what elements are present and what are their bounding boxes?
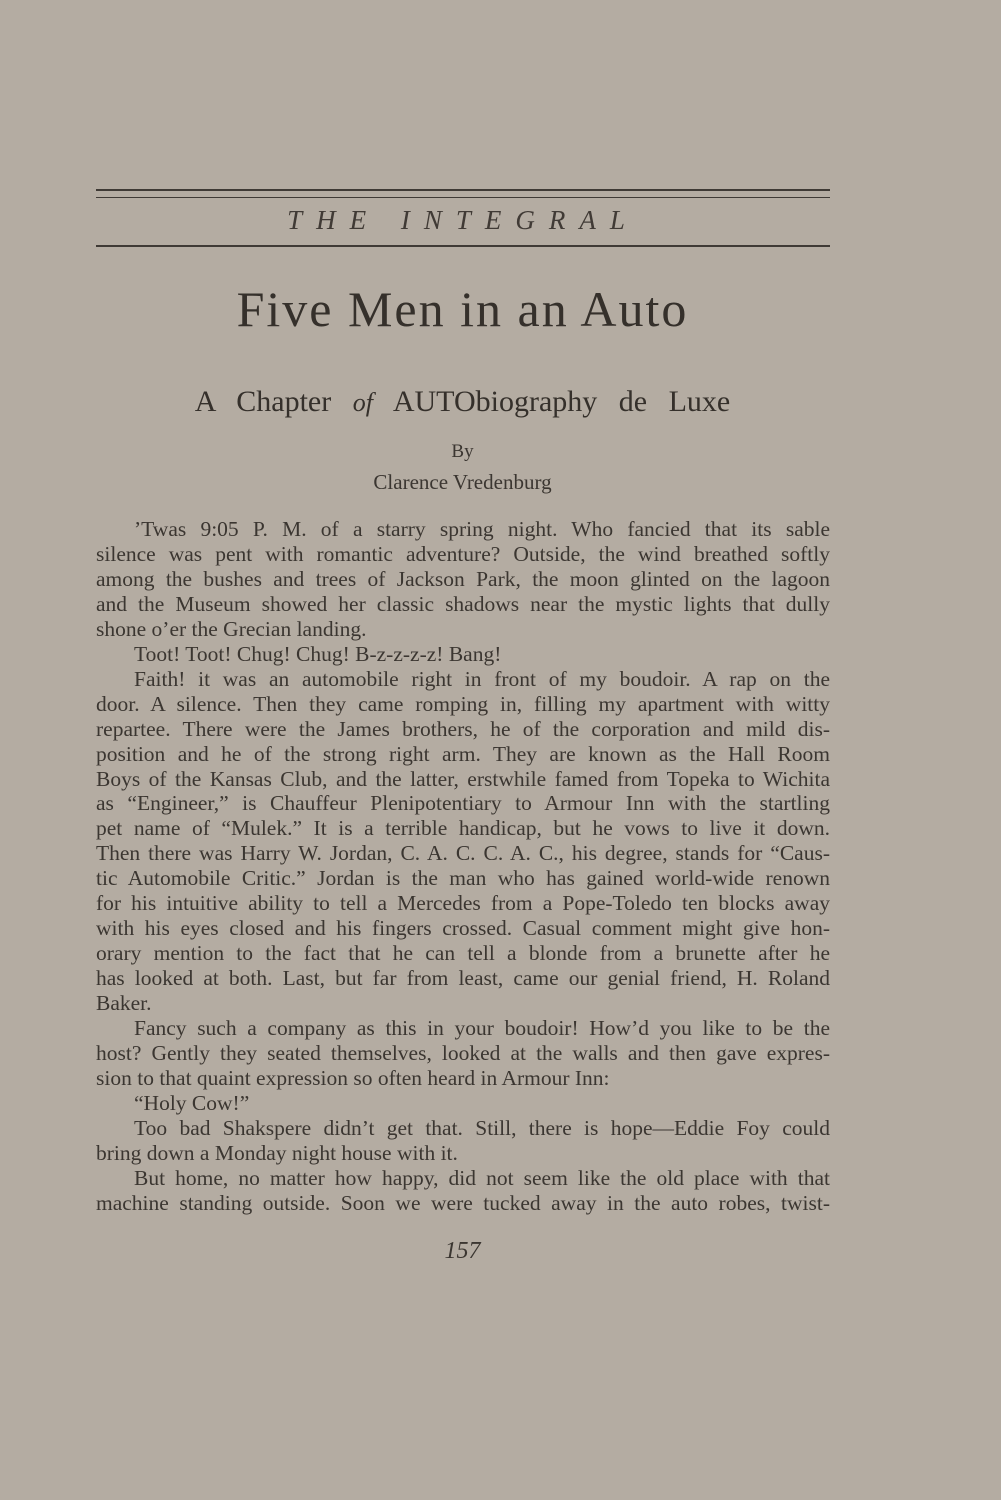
subtitle-of: of [352, 388, 373, 417]
header-rule-bottom [96, 245, 830, 247]
article-subtitle [0, 385, 925, 419]
text-line: ’Twas 9:05 P. M. of a starry spring night. Who fancied that its sable [134, 517, 830, 541]
text-line: silence was pent with romantic adventure? Outside, the wind breathed softly [96, 541, 830, 566]
article-title: Five Men in an Auto [236, 281, 689, 337]
text-line: host? Gently they seated themselves, looked at the walls and then gave expres- [96, 1041, 830, 1066]
header-rule-second [96, 197, 830, 198]
text-line: Baker. [96, 991, 152, 1016]
subtitle-part-a: A Chapter [194, 385, 332, 418]
text-line: for his intuitive ability to tell a Mercedes from a Pope-Toledo ten blocks away [96, 891, 830, 916]
text-line: and the Museum showed her classic shadows near the mystic lights that dully [96, 591, 830, 616]
text-line: among the bushes and trees of Jackson Park, the moon glinted on the lagoon [96, 566, 830, 591]
text-line: Fancy such a company as this in your boudoir! How’d you like to be the [134, 1016, 830, 1041]
text-line: pet name of “Mulek.” It is a terrible handicap, but he vows to live it down. [96, 816, 830, 841]
author-name: Clarence Vredenburg [373, 470, 552, 494]
text-line: door. A silence. Then they came romping in, filling my apartment with witty [96, 691, 830, 716]
text-line: shone o’er the Grecian landing. [96, 616, 367, 641]
text-line: Boys of the Kansas Club, and the latter, erstwhile famed from Topeka to Wichita [96, 766, 830, 791]
text-line: with his eyes closed and his fingers crossed. Casual comment might give hon- [96, 916, 830, 941]
text-line: repartee. There were the James brothers, he of the corporation and mild dis- [96, 716, 830, 741]
text-line: Then there was Harry W. Jordan, C. A. C. C. A. C., his degree, stands for “Caus- [96, 841, 830, 866]
text-line: Too bad Shakspere didn’t get that. Still, there is hope—Eddie Foy could [134, 1115, 830, 1140]
text-line: bring down a Monday night house with it. [96, 1140, 458, 1165]
text-line: But home, no matter how happy, did not seem like the old place with that [134, 1165, 830, 1190]
text-line: orary mention to the fact that he can tell a blonde from a brunette after he [96, 941, 830, 966]
text-line: position and he of the strong right arm. They are known as the Hall Room [96, 741, 830, 766]
page-number: 157 [444, 1238, 481, 1264]
subtitle-part-b: AUTObiography de Luxe [392, 385, 731, 418]
text-line: tic Automobile Critic.” Jordan is the man who has gained world-wide renown [96, 866, 830, 891]
text-line: Faith! it was an automobile right in front of my boudoir. A rap on the [134, 666, 830, 691]
text-line: machine standing outside. Soon we were tucked away in the auto robes, twist- [96, 1190, 830, 1215]
text-line: Toot! Toot! Chug! Chug! B-z-z-z-z! Bang! [134, 641, 502, 666]
text-line: as “Engineer,” is Chauffeur Plenipotentiary to Armour Inn with the startling [96, 791, 830, 816]
byline: By [451, 441, 474, 462]
running-head: THE INTEGRAL [287, 205, 639, 235]
text-line: “Holy Cow!” [134, 1090, 250, 1115]
text-line: sion to that quaint expression so often heard in Armour Inn: [96, 1065, 610, 1090]
text-line: has looked at both. Last, but far from least, came our genial friend, H. Roland [96, 966, 830, 991]
article-body [96, 517, 830, 1216]
header-rule-top [96, 189, 830, 191]
